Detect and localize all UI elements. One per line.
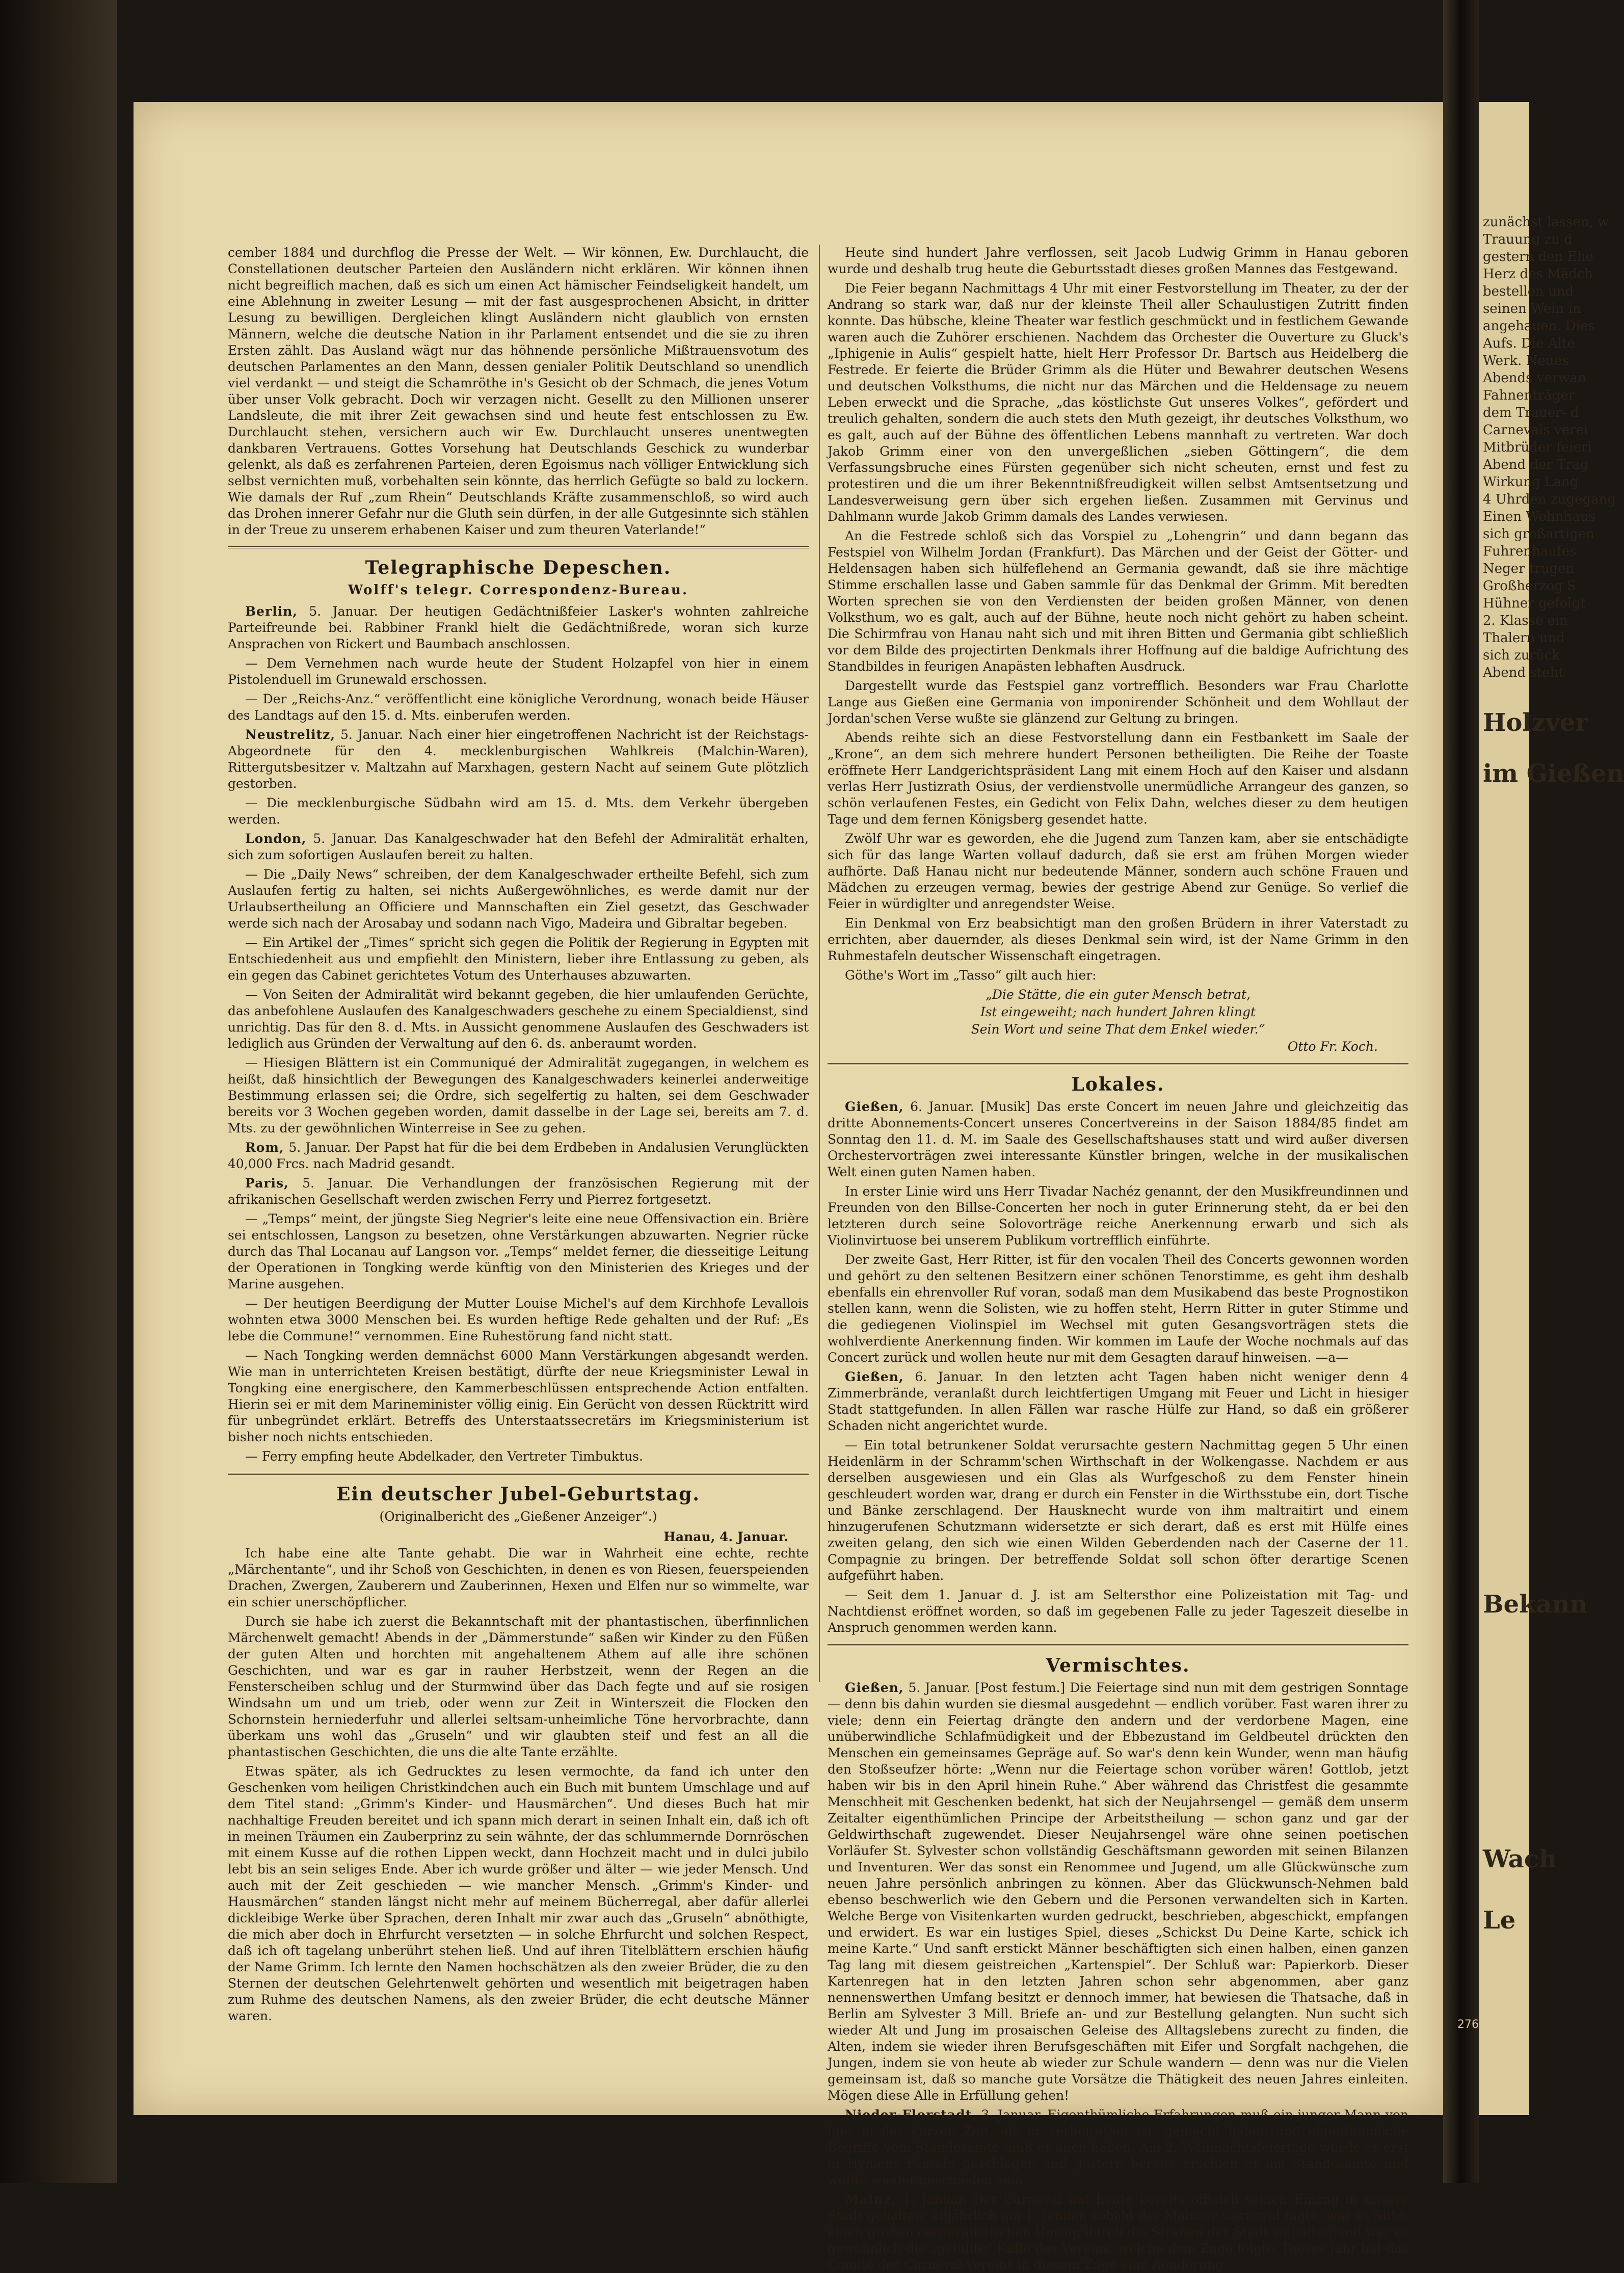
vermischtes-item xyxy=(828,2107,1408,2188)
adjacent-page-line: Herz des Mädch xyxy=(1483,267,1593,282)
jubilee-paragraph: Etwas später, als ich Gedrucktes zu lesen vermochte, da fand ich unter den Geschenken vom heiligen Christkindchen auch ein Buch mit buntem Umschlage und auf dem Titel stand: „Grimm's Kinder- und Hausmärchen“. Und dieses Buch hat mir nachhaltige Freuden bereitet und ich spann mich derart in seinen Inhalt ein, daß ich oft in meinen Träumen ein Zauberprinz zu sein wähnte, der das schlummernde Dornröschen mit einem Kusse auf die rothen Lippen weckt, dann Hochzeit macht und in dulci jubilo lebt bis an sein seliges Ende. Aber ich wurde größer und älter — wie jeder Mensch. Und auch mit der Zeit geschieden — wie mancher Mensch. „Grimm's Kinder- und Hausmärchen“ standen längst nicht mehr auf meinem Bücherregal, aber dafür allerlei dickleibige Werke über Sprachen, deren Inhalt mir zwar auch das „Gruseln“ abnöthigte, die mich aber doch in Ehrfurcht versetzten — in solche Ehrfurcht und solchen Respect, daß ich oft tagelang unberührt stehen ließ. Und auf ihren Titelblättern erschien häufig der Name Grimm. Ich lernte den Namen hochschätzen als den zweier Brüder, die zu den Sternen der deutschen Gelehrtenwelt gehörten und wesentlich mit beigetragen haben zum Ruhme des deutschen Namens, als den zweier Brüder, die echt deutsche Männer waren. xyxy=(228,1764,809,2023)
dateline-place: Gießen, xyxy=(845,1369,904,1384)
paragraph-text: — Der heutigen Beerdigung der Mutter Louise Michel's auf dem Kirchhofe Levallois wohnten etwa 3000 Menschen bei. Es wurden heftige Rede gehalten und der Ruf: „Es lebe die Commune!“ vernommen. Eine Ruhestörung fand nicht statt. xyxy=(228,1296,809,1343)
telegram-item xyxy=(228,1448,809,1465)
adjacent-page-line: Trauung zu d xyxy=(1483,232,1573,247)
lokales-item xyxy=(828,1587,1408,1636)
telegram-item xyxy=(228,1140,809,1172)
quote-line: Ist eingeweiht; nach hundert Jahren klingt xyxy=(980,1005,1256,1019)
dateline-place: Rom, xyxy=(245,1140,284,1155)
adjacent-page-line: Fuhrenhaufes xyxy=(1483,544,1577,559)
lokales-section xyxy=(828,1099,1408,1636)
adjacent-page-line: dem Trauer- d xyxy=(1483,405,1579,420)
section-divider xyxy=(828,1063,1408,1065)
adjacent-page-line: gestern den Ehe xyxy=(1483,249,1593,265)
book-spine xyxy=(1443,0,1479,2183)
adjacent-page-line: angehauen. Dies xyxy=(1483,319,1595,334)
telegram-item xyxy=(228,795,809,828)
lokales-item xyxy=(828,1099,1408,1180)
paragraph-text: In erster Linie wird uns Herr Tivadar Nachéz genannt, der den Musikfreundinnen und Freunden von den Billse-Concerten her noch in guter Erinnerung steht, da er bei den letzteren durch seine Solovorträge reiche Anerkennung erwarb und sich als Violinvirtuose bei unserem Publikum vortrefflich einführte. xyxy=(828,1184,1408,1248)
lokales-item xyxy=(828,1183,1408,1249)
jubilee-heading: Ein deutscher Jubel-Geburtstag. xyxy=(336,1484,700,1505)
paragraph-text: 6. Januar. [Musik] Das erste Concert im neuen Jahre und gleichzeitig das dritte Abonnements-Concert unseres Concertvereins in der Saison 1884/85 findet am Sonntag den 11. d. M. im Saale des Gesellschaftshauses statt und wird außer diversen Orchestervorträgen zwei interessante Künstler bringen, welche in der musikalischen Welt einen guten Namen haben. xyxy=(828,1099,1408,1179)
lokales-heading: Lokales. xyxy=(1071,1074,1165,1095)
telegram-item xyxy=(228,1055,809,1136)
adjacent-page-line: Abend der Trag xyxy=(1483,457,1589,472)
telegram-item xyxy=(228,866,809,932)
lokales-item xyxy=(828,1369,1408,1434)
paragraph-text: — Die „Daily News“ schreiben, der dem Kanalgeschwader ertheilte Befehl, sich zum Auslaufen fertig zu halten, sei nichts Außergewöhnliches, es werde damit nur der Urlaubsertheilung an Officiere und Mannschaften ein Ziel gesetzt, das Geschwader werde sich nach der Arosabay und sodann nach Vigo, Madeira und Gibraltar begeben. xyxy=(228,867,809,931)
telegram-item xyxy=(228,1211,809,1292)
paragraph-text: — Der „Reichs-Anz.“ veröffentlicht eine königliche Verordnung, wonach beide Häuser des Landtags auf den 15. d. Mts. einberufen werden. xyxy=(228,692,809,723)
paragraph-text: 5. Januar. Die Verhandlungen der französischen Regierung mit der afrikanischen Gesellschaft werden zwischen Ferry und Pierrez fortgesetzt. xyxy=(228,1176,809,1207)
paragraph-text: — Seit dem 1. Januar d. J. ist am Seltersthor eine Polizeistation mit Tag- und Nachtdienst eröffnet worden, so daß im gegebenen Falle zu jeder Tageszeit dieselbe in Anspruch genommen werden kann. xyxy=(828,1588,1408,1635)
telegraph-heading: Telegraphische Depeschen. xyxy=(365,557,672,578)
lokales-item xyxy=(828,1437,1408,1584)
adjacent-page-line: sich zurück xyxy=(1483,648,1560,663)
page-number: 276 xyxy=(1457,2018,1479,2031)
adjacent-page-line: Abend steht xyxy=(1483,665,1564,680)
jubilee-dateline: Hanau, 4. Januar. xyxy=(663,1529,788,1544)
adjacent-page-line: Abends verwan xyxy=(1483,371,1586,386)
jubilee-paragraph: Göthe's Wort im „Tasso“ gilt auch hier: xyxy=(845,968,1097,983)
jubilee-paragraph: Zwölf Uhr war es geworden, ehe die Jugend zum Tanzen kam, aber sie entschädigte sich für das lange Warten vollauf dadurch, daß sie erst am frühen Morgen wieder aufhörte. Daß Hanau nicht nur bedeutende Männer, sondern auch schöne Frauen und Mädchen zu erzeugen vermag, bewies der gestrige Abend zur Genüge. So verlief die Feier in würdiglter und anregendster Weise. xyxy=(828,831,1408,911)
adjacent-page-line: Carnevals verei xyxy=(1483,422,1588,438)
adjacent-page-line: seinen Wein in xyxy=(1483,301,1581,316)
jubilee-paragraph: Die Feier begann Nachmittags 4 Uhr mit einer Festvorstellung im Theater, zu der der Andrang so stark war, daß nur der kleinste Theil aller Schaulustigen Zutritt finden konnte. Das hübsche, kleine Theater war festlich geschmückt und in festlichem Gewande waren auch die Zuhörer erschienen. Nachdem das Orchester die Ouverture zu Gluck's „Iphigenie in Aulis“ gespielt hatte, hielt Herr Professor Dr. Bartsch aus Heidelberg die Festrede. Er feierte die Brüder Grimm als die Hüter und Bewahrer deutschen Wesens und deutschen Volksthums, die nicht nur das Märchen und die Heldensage zu neuem Leben erweckt und die Sprache, „das köstlichste Gut unseres Volkes“, gefördert und treulich gehalten, sondern die auch stets den Muth gezeigt, ihr deutsches Volksthum, wo es galt, auch auf der Bühne des öffentlichen Lebens mannhaft zu vertreten. War doch Jakob Grimm einer von den unvergeßlichen „sieben Göttingern“, die dem Verfassungsbruche eines Fürsten gegenüber sich nicht scheuten, ernst und fest zu protestiren und die um ihrer Bekenntnißfreudigkeit willen selbst Amtsentsetzung und Landesverweisung gern über sich ergehen ließen. Zusammen mit Gervinus und Dahlmann wurde Jakob Grimm damals des Landes verwiesen. xyxy=(828,281,1408,524)
jubilee-paragraph: Durch sie habe ich zuerst die Bekanntschaft mit der phantastischen, überfinnlichen Märchenwelt gemacht! Abends in der „Dämmerstunde“ saßen wir Kinder zu den Füßen der guten Alten und horchten mit angehaltenem Athem auf alle ihre schönen Geschichten, und war es gar in rauher Herbstzeit, wenn der Regen an die Fensterscheiben schlug und der Sturmwind über das Dach fegte und auf sie rosigen Windsahn um und um trieb, oder wenn zur Zeit in Winterszeit die Flocken den Schornstein herniederfuhr und allerlei seltsam-unheimliche Töne hervorbrachte, dann überkam uns wohl das „Gruseln“ und wir glaubten steif und fest an all die phantastischen Geschichten, die uns die alte Tante erzählte. xyxy=(228,1614,809,1759)
telegram-item xyxy=(228,603,809,652)
paragraph-text: — Dem Vernehmen nach wurde heute der Student Holzapfel von hier in einem Pistolenduell im Grunewald erschossen. xyxy=(228,656,809,687)
paragraph-text: 3. Januar. Eigenthümliche Erfahrungen muß ein junger Mann von hier in der kurzen Zeit, als er verheirathet ist, gemacht haben und eigenthümliche Begriffe vom Standesamte muß er auch haben. Am 2. Weihnachtsfeiertage wurde er erst in Hymens Fesseln geschlagen und gestern bereits erschien er am Standesamte und wollte wieder geschieden sein. xyxy=(828,2107,1408,2187)
jubilee-continued xyxy=(828,245,1408,984)
section-divider xyxy=(228,1473,809,1475)
jubilee-subheading: (Originalbericht des „Gießener Anzeiger“.) xyxy=(379,1509,657,1524)
adjacent-page-line: 4 Uhrden zugegang xyxy=(1483,492,1616,507)
jubilee-article xyxy=(228,1545,809,2024)
dateline-place: Gießen, xyxy=(845,1099,904,1114)
paragraph-text: 5. Januar. Der heutigen Gedächtnißfeier Lasker's wohnten zahlreiche Parteifreunde bei. Rabbiner Frankl hielt die Gedächtnißrede, woran sich kurze Ansprachen von Rickert und Baumbach anschlossen. xyxy=(228,604,809,651)
adjacent-page-heading: Holzver xyxy=(1483,708,1588,737)
goethe-quote xyxy=(828,987,1408,1038)
paragraph-text: 1. Januar. Der Carneval hat heute bereits officiell seinen Einzug in unsere Stadt gehalten; alljährlich am 1. Januar, sobald der Mainzer Carneval tagte, war es Sitte, einen großen carnevalistischen Umzug durch die Straßen der Stadt zu halten und war es gewöhnlich die „gefüllte“ Kaffe des Vereins, welche dem Zuge folgte. Dieses Jahr hat das Comité des Carneval-Vereins in diesem Zuge eine Aenderung xyxy=(828,2192,1408,2272)
adjacent-page-line: Wirkung Lang xyxy=(1483,474,1579,490)
jubilee-paragraph: An die Festrede schloß sich das Vorspiel zu „Lohengrin“ und dann begann das Festspiel von Wilhelm Jordan (Frankfurt). Das Märchen und der Geist der Götter- und Heldensagen haben sich hülfeflehend an Germania gewandt, daß sie ihre mächtige Stimme erschallen lasse und Gaben sammle für das Denkmal der Grimm. Mit beredten Worten sprechen sie von den Verdiensten der beiden großen Männer, von denen Volksthum, wo es galt, auch auf der Bühne, heute noch nicht gehört zu haben scheint. Die Schirmfrau von Hanau naht sich und mit ihren Bitten und Germania gibt schließlich vor dem Bilde des projectirten Denkmals ihrer Hoffnung auf die baldige Aufrichtung des Standbildes in feurigen Anapästen lebhaften Ausdruck. xyxy=(828,528,1408,674)
quote-line: Sein Wort und seine That dem Enkel wieder.“ xyxy=(971,1022,1265,1037)
telegram-list xyxy=(228,603,809,1465)
vermischtes-item xyxy=(828,1680,1408,2104)
dateline-place: Paris, xyxy=(245,1176,289,1191)
paragraph-text: 6. Januar. In den letzten acht Tagen haben nicht weniger denn 4 Zimmerbrände, veranlaßt durch leichtfertigen Umgang mit Feuer und Licht in hiesiger Stadt stattgefunden. In allen Fällen war rasche Hülfe zur Hand, so daß ein größerer Schaden nicht angerichtet wurde. xyxy=(828,1369,1408,1433)
jubilee-paragraph: Dargestellt wurde das Festspiel ganz vortrefflich. Besonders war Frau Charlotte Lange aus Gießen eine Germania von imponirender Schönheit und dem Wohllaut der Jordan'schen Verse wußte sie glänzend zur Geltung zu bringen. xyxy=(828,678,1408,726)
jubilee-paragraph: Ein Denkmal von Erz beabsichtigt man den großen Brüdern in ihrer Vaterstadt zu errichten, aber dauernder, als dieses Denkmal sein wird, ist der Name Grimm in den Ruhmestafeln deutscher Wissenschaft eingetragen. xyxy=(828,916,1408,963)
paragraph-text: — Ein total betrunkener Soldat verursachte gestern Nachmittag gegen 5 Uhr einen Heidenlärm in der Schramm'schen Wirthschaft in der Wolkengasse. Nachdem er aus derselben ausgewiesen und ein Glas als Wurfgeschoß zu dem Fenster hinein geschleudert worden war, drang er durch ein Fenster in die Wirthsstube ein, dort Tische und Bänke zerschlagend. Der Hausknecht wurde von ihm maltraitirt und einem hinzugerufenen Schutzmann widersetzte er sich derart, daß es erst mit Hülfe eines zweiten gelang, den sich wie einen Wilden Geberdenden nach der Caserne der 11. Compagnie zu bringen. Der betreffende Soldat soll schon öfter derartige Scenen aufgeführt haben. xyxy=(828,1438,1408,1583)
adjacent-page-line: Einen Wohnhaus xyxy=(1483,509,1595,524)
paragraph-text: Der zweite Gast, Herr Ritter, ist für den vocalen Theil des Concerts gewonnen worden und gehört zu den seltenen Besitzern einer schönen Tenorstimme, es geht ihm deshalb ebenfalls ein ehrenvoller Ruf voran, sodaß man dem Musikabend das beste Prognostikon stellen kann, wenn die Solisten, wie zu hoffen steht, Herrn Ritter in guter Stimme und die gediegenen Violinspiel im Wechsel mit guten Gesangsvorträgen stets die wohlverdiente Anerkennung finden. Wir kommen im Laufe der Woche nochmals auf das Concert zurück und wollen heute nur mit dem Gesagten darauf hinweisen. —a— xyxy=(828,1252,1408,1365)
adjacent-page-line: Fahnenträger xyxy=(1483,388,1575,403)
dateline-place: Nieder-Florstadt, xyxy=(845,2107,977,2122)
section-divider xyxy=(228,546,809,548)
quote-line: „Die Stätte, die ein guter Mensch betrat, xyxy=(985,987,1251,1002)
paragraph-text: — Hiesigen Blättern ist ein Communiqué der Admiralität zugegangen, in welchem es heißt, daß hinsichtlich der Bewegungen des Kanalgeschwaders keinerlei anderweitige Bestimmung erlassen sei; die Ordre, sich segelfertig zu halten, sei dem Geschwader bereits vor 3 Wochen gegeben worden, damit dasselbe in der Lage sei, bereits am 7. d. Mts. zu der gewöhnlichen Winterreise in See zu gehen. xyxy=(228,1055,809,1135)
adjacent-page-heading: Le xyxy=(1483,1906,1516,1935)
adjacent-page-line: 2. Klasse ein xyxy=(1483,613,1568,628)
adjacent-page-edge xyxy=(1479,102,1624,2115)
paragraph-text: — Nach Tongking werden demnächst 6000 Mann Verstärkungen abgesandt werden. Wie man in unterrichteten Kreisen bestätigt, dürfte der neue Kriegsminister Lewal in Tongking eine energischere, den Kammerbeschlüssen entsprechende Action entfalten. Hierin sei er mit dem Marineminister völlig einig. Ein Gerücht von dessen Rücktritt wird für unbegründet erklärt. Betreffs des Unterstaatssecretärs im Kriegsministerium ist bisher noch nichts entschieden. xyxy=(228,1348,809,1444)
paragraph-text: — „Temps“ meint, der jüngste Sieg Negrier's leite eine neue Offensivaction ein. Brière sei entschlossen, Langson zu besetzen, ohne Verstärkungen abzuwarten. Negrier rücke durch das Thal Locanau auf Langson vor. „Temps“ meldet ferner, die diesseitige Leitung der Operationen in Tongking werde künftig von den Ministerien des Krieges und der Marine ausgehen. xyxy=(228,1211,809,1291)
article-author: Otto Fr. Koch. xyxy=(1287,1039,1378,1054)
dateline-place: London, xyxy=(245,831,307,846)
dateline-place: Neustrelitz, xyxy=(245,727,336,742)
telegram-item xyxy=(228,987,809,1052)
telegram-item xyxy=(228,831,809,863)
telegram-item xyxy=(228,727,809,792)
vermischtes-heading: Vermischtes. xyxy=(1046,1655,1190,1676)
adjacent-page-line: bestellen und xyxy=(1483,284,1574,299)
telegraph-subheading: Wolff's telegr. Correspondenz-Bureau. xyxy=(348,583,689,598)
adjacent-page-line: sich großartigen xyxy=(1483,526,1594,542)
paragraph-text: 5. Januar. Der Papst hat für die bei dem Erdbeben in Andalusien Verunglückten 40,000 Frcs. nach Madrid gesandt. xyxy=(228,1140,809,1171)
telegram-item xyxy=(228,1175,809,1208)
newspaper-page xyxy=(134,102,1443,2272)
vermischtes-section xyxy=(828,1680,1408,2273)
paragraph-text: 5. Januar. Nach einer hier eingetroffenen Nachricht ist der Reichstags-Abgeordnete für den 4. mecklenburgischen Wahlkreis (Malchin-Waren), Rittergutsbesitzer v. Maltzahn auf Marxhagen, gestern Nacht auf seinem Gute plötzlich gestorben. xyxy=(228,727,809,791)
telegram-item xyxy=(228,1296,809,1344)
left-column xyxy=(228,245,809,2049)
adjacent-page-line: Neger trugen xyxy=(1483,561,1575,576)
jubilee-paragraph: Abends reihte sich an diese Festvorstellung dann ein Festbankett im Saale der „Krone“, an dem sich mehrere hundert Personen betheiligten. Die Reihe der Toaste eröffnete Herr Landgerichtspräsident Lang mit einem Hoch auf den Kaiser und alsdann verlas Herr Justizrath Osius, der verdienstvolle unermüdliche Arrangeur des ganzen, so schön verlaufenen Festes, ein Gedicht von Felix Dahn, welches dieser zu dem heutigen Tage und dem fernen Königsberg gesendet hatte. xyxy=(828,730,1408,827)
jubilee-paragraph: Ich habe eine alte Tante gehabt. Die war in Wahrheit eine echte, rechte „Märchentante“, und ihr Schoß von Geschichten, in denen es von Riesen, feuerspeienden Drachen, Zwergen, Zauberern und Zauberinnen, Hexen und Elfen nur so wimmelte, war ein schier unerschöpflicher. xyxy=(228,1546,809,1609)
adjacent-page-line: zunächst lassen, w xyxy=(1483,215,1609,230)
paragraph-text: — Ein Artikel der „Times“ spricht sich gegen die Politik der Regierung in Egypten mit Entschiedenheit aus und empfiehlt den Ministern, lieber ihre Entlassung zu geben, als ein gegen das Cabinet gerichtetes Votum des Unterhauses abzuwarten. xyxy=(228,935,809,983)
adjacent-page-line: Aufs. Die Alte xyxy=(1483,336,1575,351)
telegram-item xyxy=(228,1347,809,1445)
adjacent-page-line: Hühner gefolgt xyxy=(1483,596,1586,611)
column-divider xyxy=(819,245,820,1682)
adjacent-page-heading: Wach xyxy=(1483,1845,1557,1873)
telegram-item xyxy=(228,935,809,984)
section-divider xyxy=(828,1644,1408,1646)
paragraph-text: — Ferry empfing heute Abdelkader, den Vertreter Timbuktus. xyxy=(245,1449,643,1464)
adjacent-page-line: Werk. Neues xyxy=(1483,353,1569,368)
paragraph-text: 5. Januar. [Post festum.] Die Feiertage sind nun mit dem gestrigen Sonntage — denn bis dahin wurden sie diesmal ausgedehnt — endlich vorüber. Fast waren ihrer zu viele; denn ein Feiertag drängte den andern und der verdorbene Magen, eine unüberwindliche Schlafmüdigkeit und der Ebbezustand im Geldbeutel drückten den Menschen ein gemeinsames Gepräge auf. So war's denn kein Wunder, wenn man häufig den Stoßseufzer hörte: „Wenn nur die Feiertage schon vorüber wären! Gottlob, jetzt haben wir bis in den April hinein Ruhe.“ Aber während das Christfest die gesammte Menschheit mit Geschenken bedenkt, hat sich der Neujahrsengel — gemäß dem unserm Zeitalter eigenthümlichen Principe der Arbeitstheilung — schon ganz und gar der Geldwirthschaft zugewendet. Dieser Neujahrsengel wäre ohne seinen poetischen Vorläufer St. Sylvester schon vollständig Geschäftsmann geworden mit seinen Bilanzen und Inventuren. Wer das sonst ein Renommee und Jugend, um alle Glückwünsche zum neuen Jahre persönlich anbringen zu können. Aber das Glückwunsch-Nehmen bald ebenso beschwerlich wie den Gebern und die Personen verwandelten sich in Karten. Welche Berge von Visitenkarten wurden gedruckt, beschrieben, abgeschickt, empfangen und erwidert. Es war ein lustiges Spiel, dieses „Schickst Du Deine Karte, schick ich meine Karte.“ Und sanft erstickt Männer beschäftigten sich einen halben, einen ganzen Tag lang mit diesem geistreichen „Kartenspiel“. Der Schluß war: Papierkorb. Dieser Kartenregen hat in den letzten Jahren schon sehr abgenommen, aber ganz nennenswerthen Umfang besitzt er dennoch immer, hat bewiesen die Thatsache, daß in Berlin am Sylvester 3 Mill. Briefe an- und zur Bestellung gelangten. Nun sucht sich wieder Alt und Jung im prosaischen Geleise des Alltagslebens zurecht zu finden, die Alten, indem sie wieder ihren Berufsgeschäften mit Eifer und Sorgfalt nachgehen, die Jungen, indem sie von heute ab wieder zur Schule wandern — denn was nur die Vielen gemeinsam ist, daß so manche gute Vorsätze die Thätigkeit des neuen Jahres einleiten. Mögen diese Alle in Erfüllung gehen! xyxy=(828,1680,1408,2103)
adjacent-page-line: Mitbrüder feierl xyxy=(1483,440,1592,455)
book-edge xyxy=(0,0,117,2183)
vermischtes-item xyxy=(828,2191,1408,2273)
telegram-item xyxy=(228,655,809,688)
adjacent-page-heading: im Gießen xyxy=(1483,759,1624,788)
paragraph-text: 5. Januar. Das Kanalgeschwader hat den Befehl der Admiralität erhalten, sich zum sofortigen Auslaufen bereit zu halten. xyxy=(228,831,809,862)
adjacent-page-heading: Bekann xyxy=(1483,1590,1588,1619)
right-column xyxy=(828,245,1408,2272)
paragraph-text: — Von Seiten der Admiralität wird bekannt gegeben, die hier umlaufenden Gerüchte, das anbefohlene Auslaufen des Kanalgeschwaders geschehe zu einem Specialdienst, sind unrichtig. Das für den 8. d. Mts. in Aussicht genommene Auslaufen des Geschwaders ist lediglich aus Gründen der Verwaltung auf den 6. ds. anberaumt worden. xyxy=(228,987,809,1051)
dateline-place: Mainz, xyxy=(845,2192,896,2207)
opening-paragraph: cember 1884 und durchflog die Presse der Welt. — Wir können, Ew. Durchlaucht, die Constellationen deutscher Parteien den Ausländern nicht erklären. Wir können ihnen nicht begreiflich machen, daß es sich um einen Act hämischer Feindseligkeit handelt, um eine Ablehnung in zweiter Lesung — mit der fast ausgesprochenen Absicht, in dritter Lesung zu bewilligen. Dergleichen klingt Ausländern nicht glaublich von ernsten Männern, welche die deutsche Nation in ihr Parlament entsendet und die sie zu ihren Ersten zählt. Das Ausland wägt nur das höhnende persönliche Mißtrauensvotum des deutschen Parlamentes an den Mann, dessen genialer Politik Deutschland so unendlich viel verdankt — und steigt die Schamröthe in's Gesicht ob der Schmach, die jenes Votum über unser Volk gebracht. Doch wir verzagen nicht. Gesellt zu den Millionen unserer Landsleute, die mit ihrer Zeit gewachsen sind und heute fest entschlossen zu Ew. Durchlaucht stehen, versichern auch wir Ew. Durchlaucht unseres unentwegten dankbaren Vertrauens. Gottes Vorsehung hat Deutschlands Geschick zu wunderbar gelenkt, als daß es zerfahrenen Parteien, deren Egoismus nach völliger Entwicklung sich selbst vernichten muß, vorbehalten sein könnte, das herrlich Gefügte so bald zu lockern. Wie damals der Ruf „zum Rhein“ Deutschlands Kräfte zusammenschloß, so wird auch das Drohen innerer Gefahr nur die Gluth sein dürfen, in der alle Gutgesinnte sich stählen in der Treue zu unserem erhabenen Kaiser und zum theuren Vaterlande!“ xyxy=(228,245,809,537)
paragraph-text: — Die mecklenburgische Südbahn wird am 15. d. Mts. dem Verkehr übergeben werden. xyxy=(228,796,809,827)
telegram-item xyxy=(228,691,809,724)
adjacent-page-line: Thalern und xyxy=(1483,630,1565,646)
dateline-place: Berlin, xyxy=(245,604,298,619)
adjacent-page-line: Großherzog S xyxy=(1483,578,1576,594)
dateline-place: Gießen, xyxy=(845,1680,904,1695)
lokales-item xyxy=(828,1252,1408,1366)
jubilee-paragraph: Heute sind hundert Jahre verflossen, seit Jacob Ludwig Grimm in Hanau geboren wurde und deshalb trug heute die Geburtsstadt dieses großen Mannes das Festgewand. xyxy=(828,245,1408,276)
